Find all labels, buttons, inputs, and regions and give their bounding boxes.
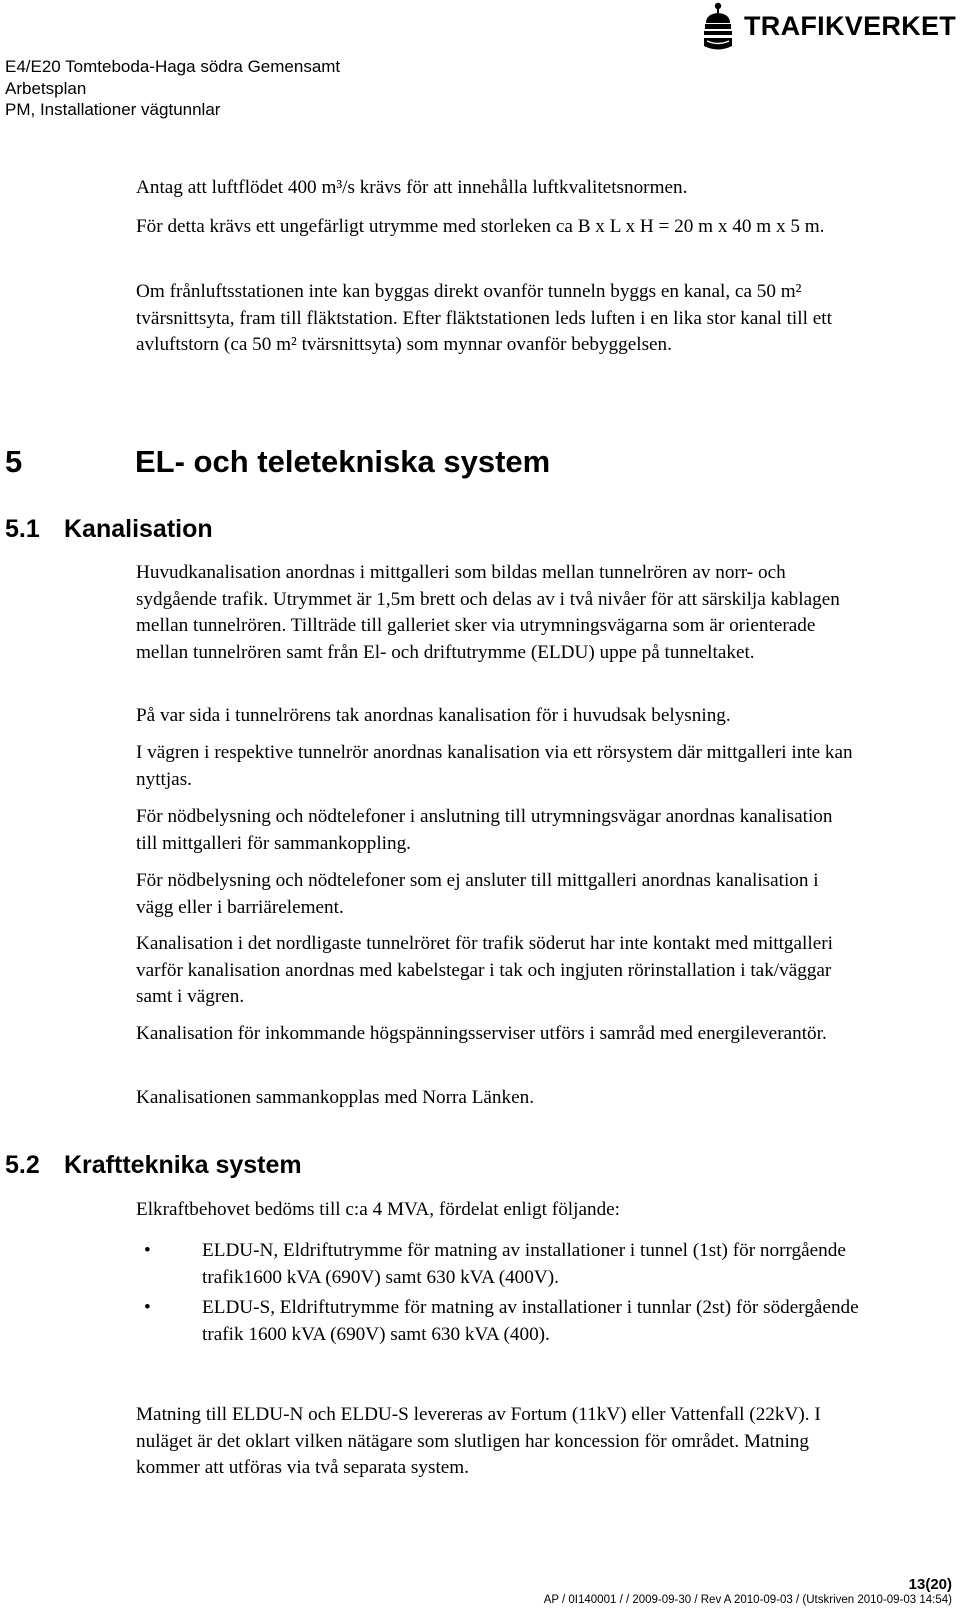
kanalisation-paragraph-6: Kanalisation i det nordligaste tunnelröret för trafik söderut har inte kontakt med mittgalleri varför kanalisation anordnas med kabelstegar i tak och ingjuten rörinstallation i tak/väggar samt i vägren. [136,933,833,1007]
section-5-2-number: 5.2 [5,1151,40,1179]
kanalisation-paragraph-7: Kanalisation för inkommande högspänningsserviser utförs i samråd med energileverantör. [136,1023,827,1044]
trafikverket-logo [698,0,960,52]
list-item-text: ELDU-S, Eldriftutrymme för matning av installationer i tunnlar (2st) för södergående trafik 1600 kVA (690V) samt 630 kVA (400). [202,1297,859,1345]
intro-paragraph-1: Antag att luftflödet 400 m³/s krävs för att innehålla luftkvalitetsnormen. [136,177,688,198]
section-5-1-title: Kanalisation [64,515,213,543]
kanalisation-paragraph-3: I vägren i respektive tunnelrör anordnas kanalisation via ett rörsystem där mittgalleri inte kan nyttjas. [136,742,853,790]
crown-icon [698,1,738,51]
bullet-icon: • [144,1297,151,1318]
section-5-title: EL- och teletekniska system [135,444,551,479]
header-plan: Arbetsplan [5,78,87,98]
list-item-text: ELDU-N, Eldriftutrymme för matning av installationer i tunnel (1st) för norrgående trafik1600 kVA (690V) samt 630 kVA (400V). [202,1240,846,1288]
section-5-1-number: 5.1 [5,515,40,543]
kanalisation-paragraph-1: Huvudkanalisation anordnas i mittgalleri som bildas mellan tunnelrören av norr- och sydgående trafik. Utrymmet är 1,5m brett och delas av i två nivåer för att särskilja kablagen mellan tunnelrören. Tillträde till galleriet sker via utrymningsvägarna som är orienterade mellan tunnelrören samt från El- och driftutrymme (ELDU) uppe på tunneltaket. [136,562,840,663]
kanalisation-paragraph-2: På var sida i tunnelrörens tak anordnas kanalisation för i huvudsak belysning. [136,705,731,726]
kraft-intro-paragraph: Elkraftbehovet bedöms till c:a 4 MVA, fördelat enligt följande: [136,1199,621,1220]
bullet-icon: • [144,1240,151,1261]
kanalisation-paragraph-5: För nödbelysning och nödtelefoner som ej ansluter till mittgalleri anordnas kanalisation i vägg eller i barriärelement. [136,870,819,918]
footer-document-info: AP / 0I140001 / / 2009-09-30 / Rev A 2010-09-03 / (Utskriven 2010-09-03 14:54) [543,1594,952,1606]
intro-paragraph-2: För detta krävs ett ungefärligt utrymme med storleken ca B x L x H = 20 m x 40 m x 5 m. [136,216,825,237]
kanalisation-paragraph-8: Kanalisationen sammankopplas med Norra Länken. [136,1087,535,1108]
kraft-closing-paragraph: Matning till ELDU-N och ELDU-S levereras av Fortum (11kV) eller Vattenfall (22kV). I nuläget är det oklart vilken nätägare som slutligen har koncession för området. Matning kommer att utföras via två separata system. [136,1404,821,1478]
document-header [5,56,340,121]
header-doc-title: PM, Installationer vägtunnlar [5,100,221,119]
section-5-2-heading [5,1151,302,1180]
kanalisation-paragraph-4: För nödbelysning och nödtelefoner i anslutning till utrymningsvägar anordnas kanalisation till mittgalleri för sammankoppling. [136,806,833,854]
logo-text: TRAFIKVERKET [744,10,957,41]
header-project: E4/E20 Tomteboda-Haga södra Gemensamt [5,57,341,76]
section-5-heading [5,444,550,480]
intro-paragraph-3: Om frånluftsstationen inte kan byggas direkt ovanför tunneln byggs en kanal, ca 50 m² tvärsnittsyta, fram till fläktstation. Efter fläktstationen leds luften i en lika stor kanal till ett avluftstorn (ca 50 m² tvärsnittsyta) som mynnar ovanför bebyggelsen. [136,281,832,355]
section-5-2-title: Kraftteknika system [64,1151,302,1179]
page-number: 13(20) [908,1576,952,1593]
section-5-number: 5 [5,444,23,479]
section-5-1-heading [5,515,213,544]
